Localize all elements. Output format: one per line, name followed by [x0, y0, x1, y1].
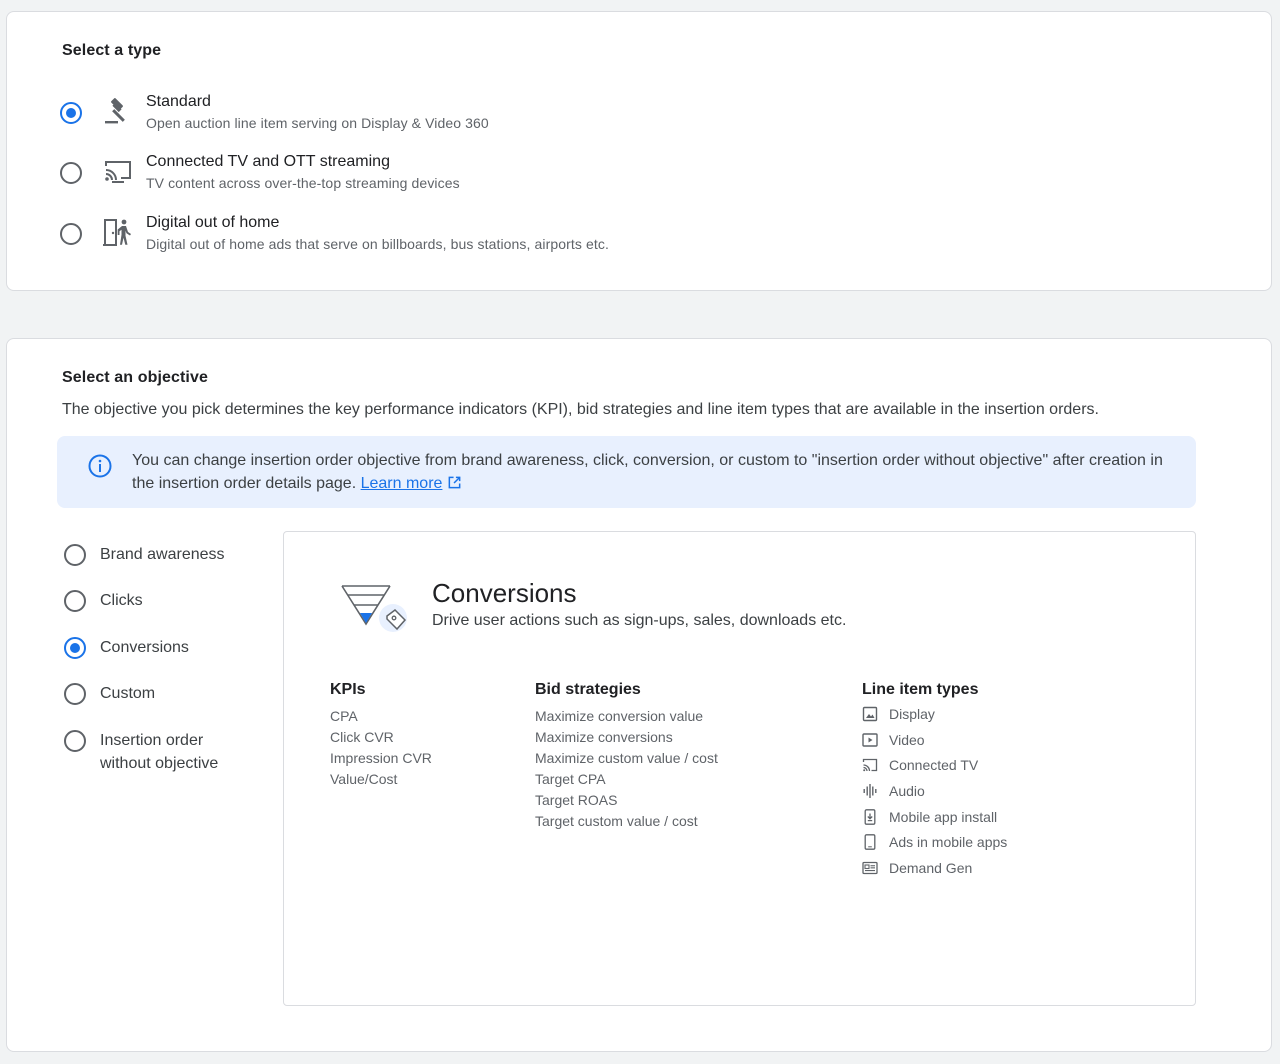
type-option-title: Connected TV and OTT streaming [146, 153, 390, 170]
audio-wave-icon [862, 783, 878, 799]
line-item-type-connected-tv [862, 752, 1007, 778]
kpis-column [330, 681, 432, 790]
line-item-type-video [862, 727, 1007, 753]
kpi-item: Click CVR [330, 729, 394, 745]
line-item-type-label: Connected TV [889, 757, 979, 774]
play-box-icon [862, 732, 878, 748]
line-item-type-label: Audio [889, 782, 925, 799]
objective-without-objective[interactable] [64, 726, 274, 776]
objective-custom[interactable] [64, 679, 274, 719]
kpi-item: Value/Cost [330, 771, 398, 787]
radio-without-objective[interactable] [64, 730, 86, 752]
radio-custom[interactable] [64, 683, 86, 705]
line-item-type-mobile-app-install [862, 804, 1007, 830]
line-item-type-label: Video [889, 731, 925, 748]
type-option-standard[interactable] [7, 93, 767, 145]
bid-strategy-item: Target custom value / cost [535, 813, 698, 829]
radio-conversions[interactable] [64, 637, 86, 659]
objective-label: Clicks [100, 592, 143, 609]
bid-strategies-column [535, 681, 718, 832]
phone-icon [862, 834, 878, 850]
objective-card [6, 338, 1272, 1052]
objective-conversions[interactable] [64, 633, 274, 673]
info-banner [57, 436, 1196, 508]
type-section-title: Select a type [62, 42, 162, 59]
bid-strategies-header: Bid strategies [535, 681, 641, 698]
gavel-icon [102, 95, 134, 127]
radio-dooh[interactable] [60, 223, 82, 245]
detail-subtitle: Drive user actions such as sign-ups, sales, downloads etc. [432, 612, 847, 629]
type-option-title: Standard [146, 93, 211, 110]
detail-title: Conversions [432, 578, 577, 608]
demand-gen-icon [862, 860, 878, 876]
objective-label: Conversions [100, 639, 189, 656]
info-banner-message: You can change insertion order objective from brand awareness, click, conversion, or custom to "insertion order without objective" after creation in the insertion order details page. [132, 452, 1163, 492]
radio-brand-awareness[interactable] [64, 544, 86, 566]
line-item-type-demand-gen [862, 855, 1007, 881]
info-banner-text [132, 449, 1172, 495]
info-icon [87, 453, 113, 479]
line-item-type-ads-in-mobile-apps [862, 829, 1007, 855]
open-in-new-icon[interactable] [447, 475, 462, 490]
cast-tv-icon [102, 155, 134, 187]
type-option-dooh[interactable] [7, 214, 767, 266]
line-item-type-label: Ads in mobile apps [889, 834, 1008, 851]
objective-label: Custom [100, 685, 156, 702]
kpis-header: KPIs [330, 681, 366, 698]
bid-strategy-item: Maximize conversion value [535, 708, 704, 724]
objective-label: Insertion order without objective [100, 732, 219, 772]
radio-ctv[interactable] [60, 162, 82, 184]
type-option-desc: Digital out of home ads that serve on billboards, bus stations, airports etc. [146, 236, 609, 252]
line-item-types-column [862, 681, 1007, 881]
type-option-desc: TV content across over-the-top streaming devices [146, 175, 460, 191]
line-item-type-label: Demand Gen [889, 859, 973, 876]
line-item-types-header: Line item types [862, 681, 979, 698]
objective-detail-panel [283, 531, 1196, 1006]
bid-strategy-item: Target CPA [535, 771, 606, 787]
type-option-desc: Open auction line item serving on Display & Video 360 [146, 115, 489, 131]
line-item-type-display [862, 701, 1007, 727]
line-item-type-label: Display [889, 705, 935, 722]
type-card [6, 11, 1272, 291]
cast-icon [862, 757, 878, 773]
radio-clicks[interactable] [64, 590, 86, 612]
objective-section-title: Select an objective [62, 369, 208, 386]
conversion-funnel-icon [340, 582, 412, 642]
bid-strategy-item: Target ROAS [535, 792, 618, 808]
type-option-ctv[interactable] [7, 153, 767, 205]
line-item-type-audio [862, 778, 1007, 804]
bid-strategy-item: Maximize custom value / cost [535, 750, 718, 766]
type-option-title: Digital out of home [146, 214, 280, 231]
radio-standard[interactable] [60, 102, 82, 124]
objective-description: The objective you pick determines the key performance indicators (KPI), bid strategies and line item types that are available in the insertion orders. [62, 401, 1099, 418]
kpi-item: CPA [330, 708, 358, 724]
objective-brand-awareness[interactable] [64, 540, 274, 580]
kpi-item: Impression CVR [330, 750, 432, 766]
bid-strategy-item: Maximize conversions [535, 729, 673, 745]
line-item-type-label: Mobile app install [889, 808, 998, 825]
phone-download-icon [862, 809, 878, 825]
objective-clicks[interactable] [64, 586, 274, 626]
objective-label: Brand awareness [100, 546, 225, 563]
learn-more-label: Learn more [360, 475, 443, 492]
door-person-icon [102, 216, 134, 248]
learn-more-link[interactable] [361, 475, 443, 492]
image-icon [862, 706, 878, 722]
